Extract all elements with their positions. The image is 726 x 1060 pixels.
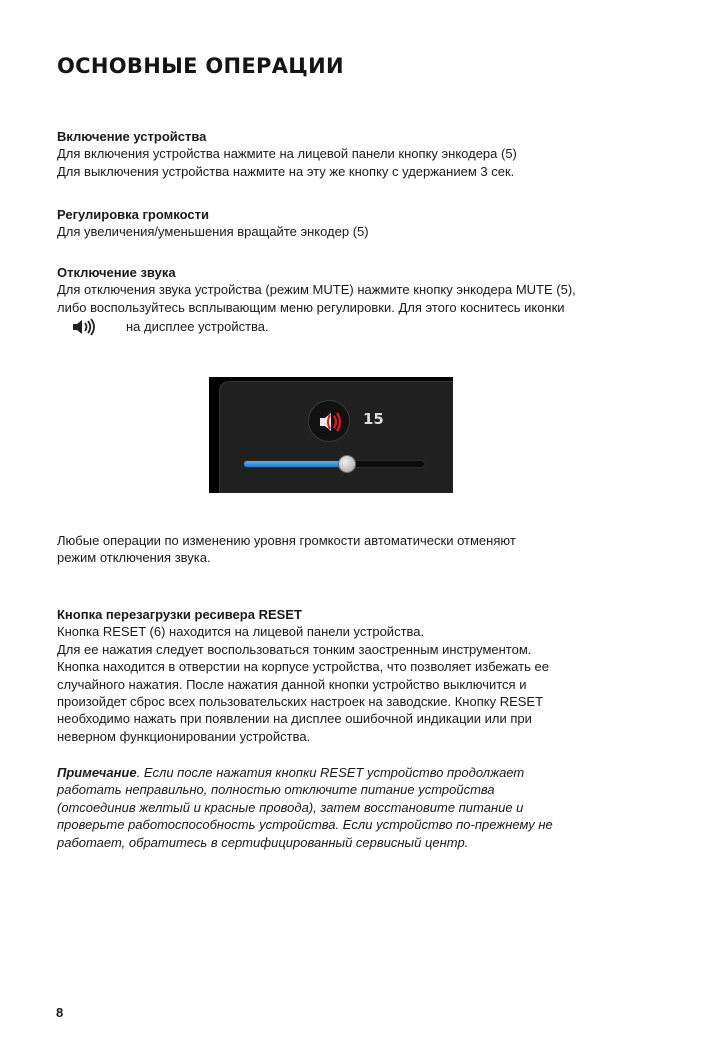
reset-text-line: Для ее нажатия следует воспользоваться тонким заостренным инструментом.: [57, 641, 532, 657]
section-volume: [57, 206, 672, 241]
note-line1: [57, 764, 672, 781]
reset-text-line: Кнопка находится в отверстии на корпусе устройства, что позволяет избежать ее: [57, 659, 549, 675]
note-line1-text: . Если после нажатия кнопки RESET устройство продолжает: [136, 765, 525, 780]
power-off-text: Для выключения устройства нажмите на эту же кнопку с удержанием 3 сек.: [57, 163, 515, 179]
power-heading: Включение устройства: [57, 129, 207, 144]
mute-icon-line: [57, 316, 672, 338]
speaker-muted-icon: [309, 401, 351, 443]
volume-heading: Регулировка громкости: [57, 207, 209, 222]
volume-screenshot: [209, 377, 453, 493]
section-power: [57, 128, 672, 180]
volume-slider-knob[interactable]: [338, 455, 356, 473]
reset-text-line: случайного нажатия. После нажатия данной кнопки устройство выключится и: [57, 676, 527, 692]
volume-text: Для увеличения/уменьшения вращайте энкодер (5): [57, 224, 369, 240]
speaker-icon: [72, 317, 98, 337]
volume-value: 15: [363, 410, 384, 428]
note-line: (отсоединив желтый и красные провода), затем восстановите питание и: [57, 799, 524, 815]
section-reset: [57, 606, 672, 745]
volume-note-line1: Любые операции по изменению уровня громкости автоматически отменяют: [57, 533, 516, 548]
section-mute: [57, 264, 672, 338]
note-label: Примечание: [57, 765, 137, 780]
mute-text-line2: либо воспользуйтесь всплывающим меню регулировки. Для этого коснитесь иконки: [57, 299, 565, 315]
volume-note-line2: режим отключения звука.: [57, 550, 211, 566]
note-line: работает, обратитесь в сертифицированный сервисный центр.: [57, 834, 469, 850]
note-line: работать неправильно, полностью отключите питание устройства: [57, 782, 495, 798]
section-volume-note: [57, 532, 672, 567]
volume-slider[interactable]: [243, 460, 425, 468]
note-line: проверьте работоспособность устройства. Если устройство по-прежнему не: [57, 817, 553, 833]
section-note: [57, 764, 672, 851]
mute-toggle-button[interactable]: [308, 400, 350, 442]
volume-slider-fill: [244, 461, 347, 467]
reset-text-line: Кнопка RESET (6) находится на лицевой панели устройства.: [57, 624, 425, 640]
mute-text-line1: Для отключения звука устройства (режим MUTE) нажмите кнопку энкодера MUTE (5),: [57, 282, 576, 298]
power-on-text: Для включения устройства нажмите на лицевой панели кнопку энкодера (5): [57, 146, 517, 162]
mute-heading: Отключение звука: [57, 265, 176, 280]
page-title: ОСНОВНЫЕ ОПЕРАЦИИ: [57, 54, 344, 78]
volume-popup-panel: [219, 381, 453, 493]
reset-heading: Кнопка перезагрузки ресивера RESET: [57, 607, 302, 622]
reset-text-line: произойдет сброс всех пользовательских настроек на заводские. Кнопку RESET: [57, 694, 544, 710]
reset-text-line: неверном функционировании устройства.: [57, 728, 311, 744]
reset-text-line: необходимо нажать при появлении на дисплее ошибочной индикации или при: [57, 711, 532, 727]
mute-text-line3: на дисплее устройства.: [126, 319, 269, 335]
page-number: 8: [56, 1005, 64, 1020]
